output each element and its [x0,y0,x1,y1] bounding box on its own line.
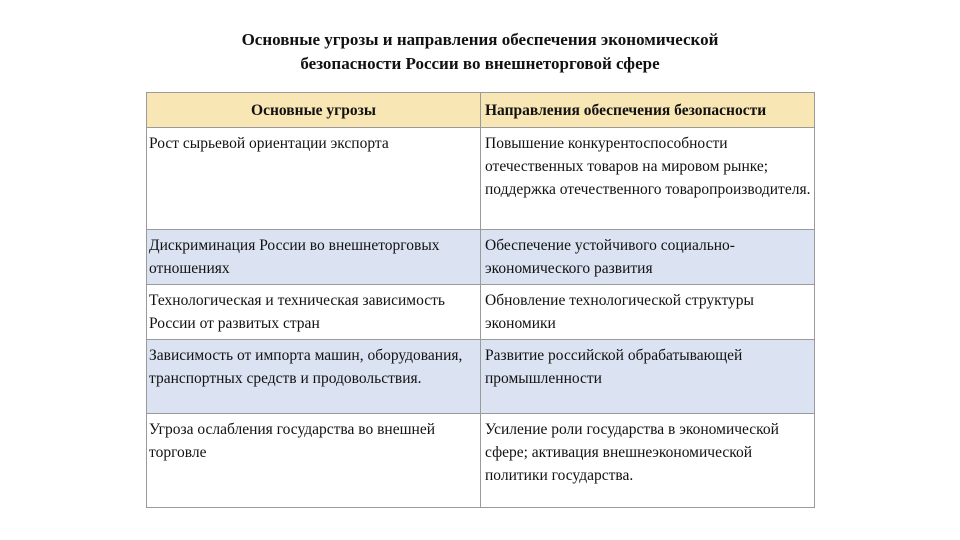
slide-title [0,28,960,76]
threat-cell: Рост сырьевой ориентации экспорта [147,128,481,230]
table-row [147,285,815,340]
title-line-2: безопасности России во внешнеторговой сфере [300,54,660,73]
header-directions: Направления обеспечения безопасности [481,93,815,128]
title-line-1: Основные угрозы и направления обеспечения экономической [241,30,719,49]
direction-cell: Обеспечение устойчивого социально-экономического развития [481,230,815,285]
threat-cell: Угроза ослабления государства во внешней торговле [147,414,481,508]
table-row [147,414,815,508]
threat-cell: Дискриминация России во внешнеторговых отношениях [147,230,481,285]
threat-cell: Зависимость от импорта машин, оборудования, транспортных средств и продовольствия. [147,340,481,414]
table-row [147,128,815,230]
direction-cell: Повышение конкурентоспособности отечественных товаров на мировом рынке; поддержка отечественного товаропроизводителя. [481,128,815,230]
direction-cell: Развитие российской обрабатывающей промышленности [481,340,815,414]
direction-cell: Усиление роли государства в экономической сфере; активация внешнеэкономической политики государства. [481,414,815,508]
header-threats: Основные угрозы [147,93,481,128]
table-row [147,340,815,414]
table-row [147,230,815,285]
direction-cell: Обновление технологической структуры экономики [481,285,815,340]
threat-cell: Технологическая и техническая зависимость России от развитых стран [147,285,481,340]
table-header-row [147,93,815,128]
threats-table [146,92,815,508]
